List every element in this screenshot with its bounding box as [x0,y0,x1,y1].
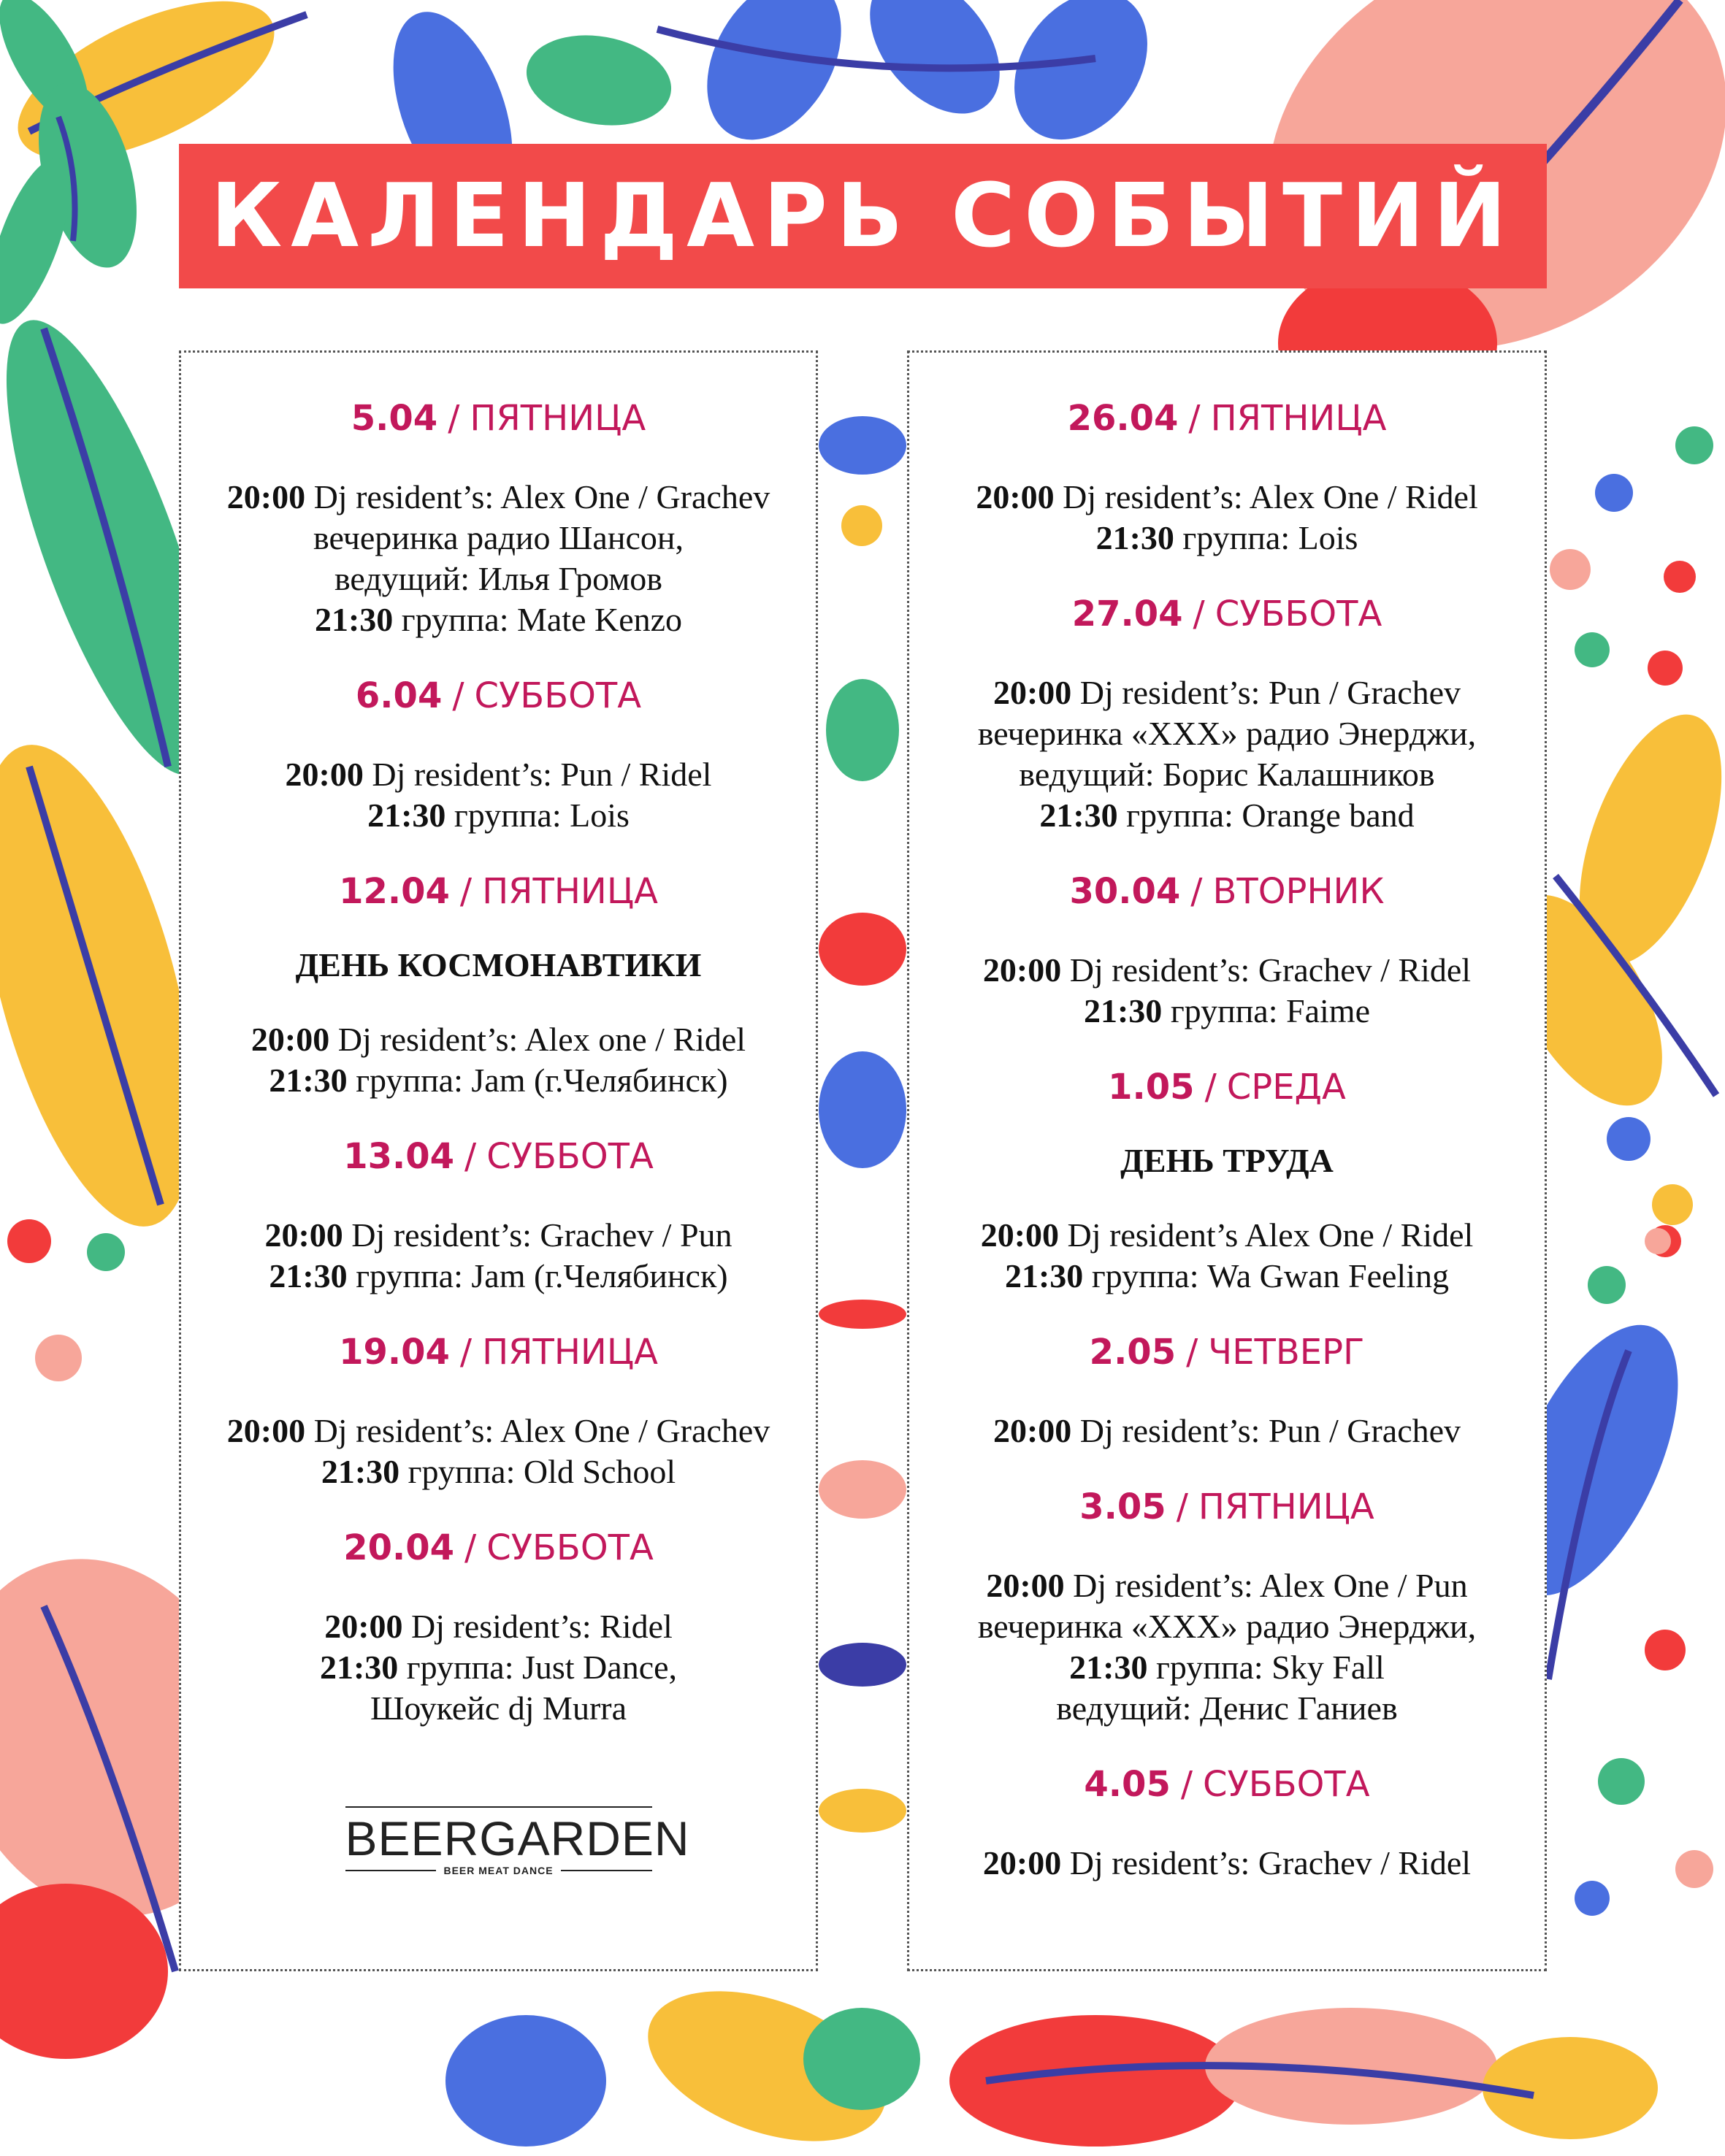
day-separator: / [1176,1486,1188,1527]
event-text: вечеринка «XXX» радио Энерджи, [977,1608,1477,1645]
event-text: Шоукейс dj Murra [370,1689,627,1727]
event-text: Dj resident’s Alex One / Ridel [1059,1216,1474,1254]
dot [1575,1881,1610,1916]
dot [1648,651,1683,686]
day-date: 3.05 [1079,1486,1166,1527]
event-line [286,754,712,795]
day-weekday: ВТОРНИК [1212,871,1385,912]
day-separator: / [1188,398,1201,439]
event-block [227,477,770,640]
leaf-shape [680,0,869,164]
event-line [227,477,770,518]
event-time: 21:30 [269,1257,348,1294]
day-date: 26.04 [1067,398,1179,439]
event-time: 21:30 [314,601,394,638]
dot [1598,1758,1645,1805]
day-header [1072,592,1382,636]
event-text: Dj resident’s: Pun / Grachev [1071,1412,1461,1449]
event-time: 20:00 [992,1412,1072,1449]
title-banner [179,144,1547,288]
day-date: 2.05 [1089,1332,1177,1373]
event-time: 21:30 [1095,519,1174,556]
day-separator: / [1190,871,1203,912]
leaf-shape [819,1300,906,1329]
event-block [976,477,1477,559]
event-text: Dj resident’s: Ridel [402,1608,673,1645]
event-time: 20:00 [976,478,1055,515]
day-weekday: ПЯТНИЦА [482,1332,658,1373]
day-separator: / [1186,1332,1198,1373]
event-block [983,950,1471,1032]
event-time: 20:00 [226,1412,306,1449]
event-line [983,1843,1471,1884]
event-text: ведущий: Борис Калашников [1019,756,1435,793]
day-header [1068,396,1387,440]
event-time: 21:30 [1004,1257,1084,1294]
event-time: 20:00 [982,1844,1062,1881]
day-separator: / [448,398,460,439]
event-line [320,1688,677,1729]
event-block [983,1843,1471,1884]
dot [1575,632,1610,667]
holiday-title: ДЕНЬ КОСМОНАВТИКИ [295,946,702,983]
day-header [1108,1065,1346,1109]
event-block [978,672,1476,836]
event-time: 21:30 [367,797,446,834]
leaf-shape [819,1460,906,1519]
day-date: 5.04 [351,398,438,439]
event-block [978,1565,1476,1729]
day-weekday: СУББОТА [1203,1764,1370,1805]
event-text: Dj resident’s: Alex One / Ridel [1054,478,1478,515]
logo-tagline-rule [345,1870,437,1871]
event-line [286,795,712,836]
day-weekday: СУББОТА [486,1527,654,1568]
event-text: Dj resident’s: Grachev / Pun [343,1216,733,1254]
dot [7,1219,51,1263]
leaf-shape [819,1643,906,1687]
event-time: 20:00 [986,1567,1065,1604]
day-date: 30.04 [1069,871,1181,912]
event-line [227,1411,770,1451]
leaf-shape [803,2008,920,2110]
leaf-shape [819,1789,906,1833]
event-line [983,991,1471,1032]
day-separator: / [459,871,473,912]
event-text: группа: Lois [445,797,630,834]
event-text: группа: Jam (г.Челябинск) [347,1257,728,1294]
dot [841,505,882,546]
event-line [978,1688,1476,1729]
event-time: 20:00 [982,951,1062,989]
dot [1550,549,1591,590]
dot [1664,561,1696,593]
event-text: группа: Old School [399,1453,676,1490]
event-line [981,1256,1474,1297]
leaf-shape [826,679,899,781]
dot [87,1233,125,1271]
event-block [993,1411,1461,1451]
event-time: 21:30 [319,1649,399,1686]
event-text: ведущий: Илья Громов [334,560,663,597]
event-line [978,754,1476,795]
event-text: группа: Wa Gwan Feeling [1083,1257,1449,1294]
day-date: 19.04 [339,1332,450,1373]
dot [1588,1266,1626,1304]
day-header [1069,870,1384,913]
event-text: Dj resident’s: Alex One / Grachev [305,1412,770,1449]
day-header [356,674,641,718]
day-separator: / [1180,1764,1193,1805]
day-header [343,1135,654,1178]
event-line [251,1060,746,1101]
dot [1595,474,1633,512]
events-column-left [179,350,818,1971]
dot [1645,1630,1686,1670]
day-header [1084,1762,1369,1806]
event-line [227,1451,770,1492]
day-date: 27.04 [1071,594,1183,634]
events-column-right [907,350,1547,1971]
event-text: группа: Just Dance, [398,1649,678,1686]
event-text: группа: Sky Fall [1147,1649,1385,1686]
event-time: 20:00 [324,1608,403,1645]
leaf-shape [819,1051,906,1168]
day-weekday: СУББОТА [486,1136,654,1177]
day-weekday: ЧЕТВЕРГ [1208,1332,1365,1373]
event-block [264,1215,732,1297]
day-separator: / [464,1527,477,1568]
event-text: вечеринка радио Шансон, [313,519,684,556]
leaf-shape [987,0,1174,165]
event-line [978,1647,1476,1688]
event-text: Dj resident’s: Alex One / Grachev [305,478,770,515]
event-line [993,1411,1461,1451]
event-block [227,1411,770,1492]
day-weekday: ПЯТНИЦА [1198,1486,1374,1527]
logo-tagline: BEER MEAT DANCE [443,1865,554,1876]
leaf-shape [519,25,678,137]
event-line [978,672,1476,713]
day-date: 12.04 [339,871,450,912]
day-weekday: ПЯТНИЦА [1210,398,1387,439]
event-time: 21:30 [1083,992,1163,1029]
event-line [227,559,770,599]
event-time: 20:00 [264,1216,343,1254]
page-title: КАЛЕНДАРЬ СОБЫТИЙ [210,165,1515,267]
event-line [981,1215,1474,1256]
event-text: Dj resident’s: Grachev / Ridel [1061,951,1472,989]
event-line [978,713,1476,754]
day-date: 6.04 [355,675,443,716]
event-line [264,1256,732,1297]
event-text: группа: Orange band [1117,797,1415,834]
day-separator: / [1204,1067,1217,1108]
event-line [251,1019,746,1060]
event-block [251,1019,746,1101]
event-time: 20:00 [980,1216,1060,1254]
day-header [339,870,658,913]
event-time: 21:30 [269,1062,348,1099]
event-text: группа: Faime [1162,992,1370,1029]
day-date: 20.04 [343,1527,455,1568]
day-weekday: СРЕДА [1226,1067,1346,1108]
holiday-title: ДЕНЬ ТРУДА [1120,1142,1334,1179]
event-line [978,795,1476,836]
event-line [976,518,1477,559]
day-header [339,1330,658,1374]
event-line [983,950,1471,991]
day-weekday: ПЯТНИЦА [482,871,658,912]
event-line [978,1606,1476,1647]
event-text: группа: Jam (г.Челябинск) [347,1062,728,1099]
event-text: вечеринка «XXX» радио Энерджи, [977,715,1477,752]
event-line [227,599,770,640]
logo-tagline-rule [561,1870,652,1871]
dot [1652,1184,1693,1225]
day-header [1079,1485,1374,1529]
event-time: 21:30 [1039,797,1118,834]
day-header [1090,1330,1365,1374]
day-header [351,396,646,440]
day-weekday: ПЯТНИЦА [470,398,646,439]
event-time: 20:00 [226,478,306,515]
event-block [320,1606,677,1729]
beergarden-logo [345,1806,690,1876]
dot [1645,1228,1671,1254]
event-text: ведущий: Денис Ганиев [1056,1689,1398,1727]
dot [1607,1117,1651,1161]
day-weekday: СУББОТА [474,675,642,716]
event-time: 21:30 [1069,1649,1148,1686]
day-date: 13.04 [343,1136,455,1177]
event-time: 21:30 [321,1453,400,1490]
event-block [286,754,712,836]
event-text: Dj resident’s: Pun / Grachev [1071,674,1461,711]
event-text: группа: Mate Kenzo [393,601,683,638]
day-separator: / [452,675,464,716]
event-time: 20:00 [992,674,1072,711]
day-date: 4.05 [1084,1764,1171,1805]
leaf-shape [819,913,906,986]
day-header [343,1526,654,1570]
event-time: 20:00 [285,756,364,793]
logo-name: BEERGARDEN [345,1811,690,1865]
event-line [976,477,1477,518]
event-block [981,1215,1474,1297]
dot [1675,1850,1713,1888]
day-separator: / [464,1136,477,1177]
event-line [227,518,770,559]
event-line [320,1647,677,1688]
event-text: Dj resident’s: Alex One / Pun [1064,1567,1468,1604]
dot [35,1335,82,1381]
event-time: 20:00 [250,1021,330,1058]
event-line [320,1606,677,1647]
event-line [978,1565,1476,1606]
event-line [264,1215,732,1256]
event-text: группа: Lois [1174,519,1358,556]
day-separator: / [1193,594,1205,634]
leaf-shape [445,2015,606,2147]
day-date: 1.05 [1108,1067,1195,1108]
event-text: Dj resident’s: Pun / Ridel [363,756,712,793]
day-weekday: СУББОТА [1215,594,1382,634]
event-text: Dj resident’s: Grachev / Ridel [1061,1844,1472,1881]
leaf-shape [819,416,906,475]
event-text: Dj resident’s: Alex one / Ridel [329,1021,746,1058]
dot [1675,426,1713,464]
day-separator: / [459,1332,473,1373]
